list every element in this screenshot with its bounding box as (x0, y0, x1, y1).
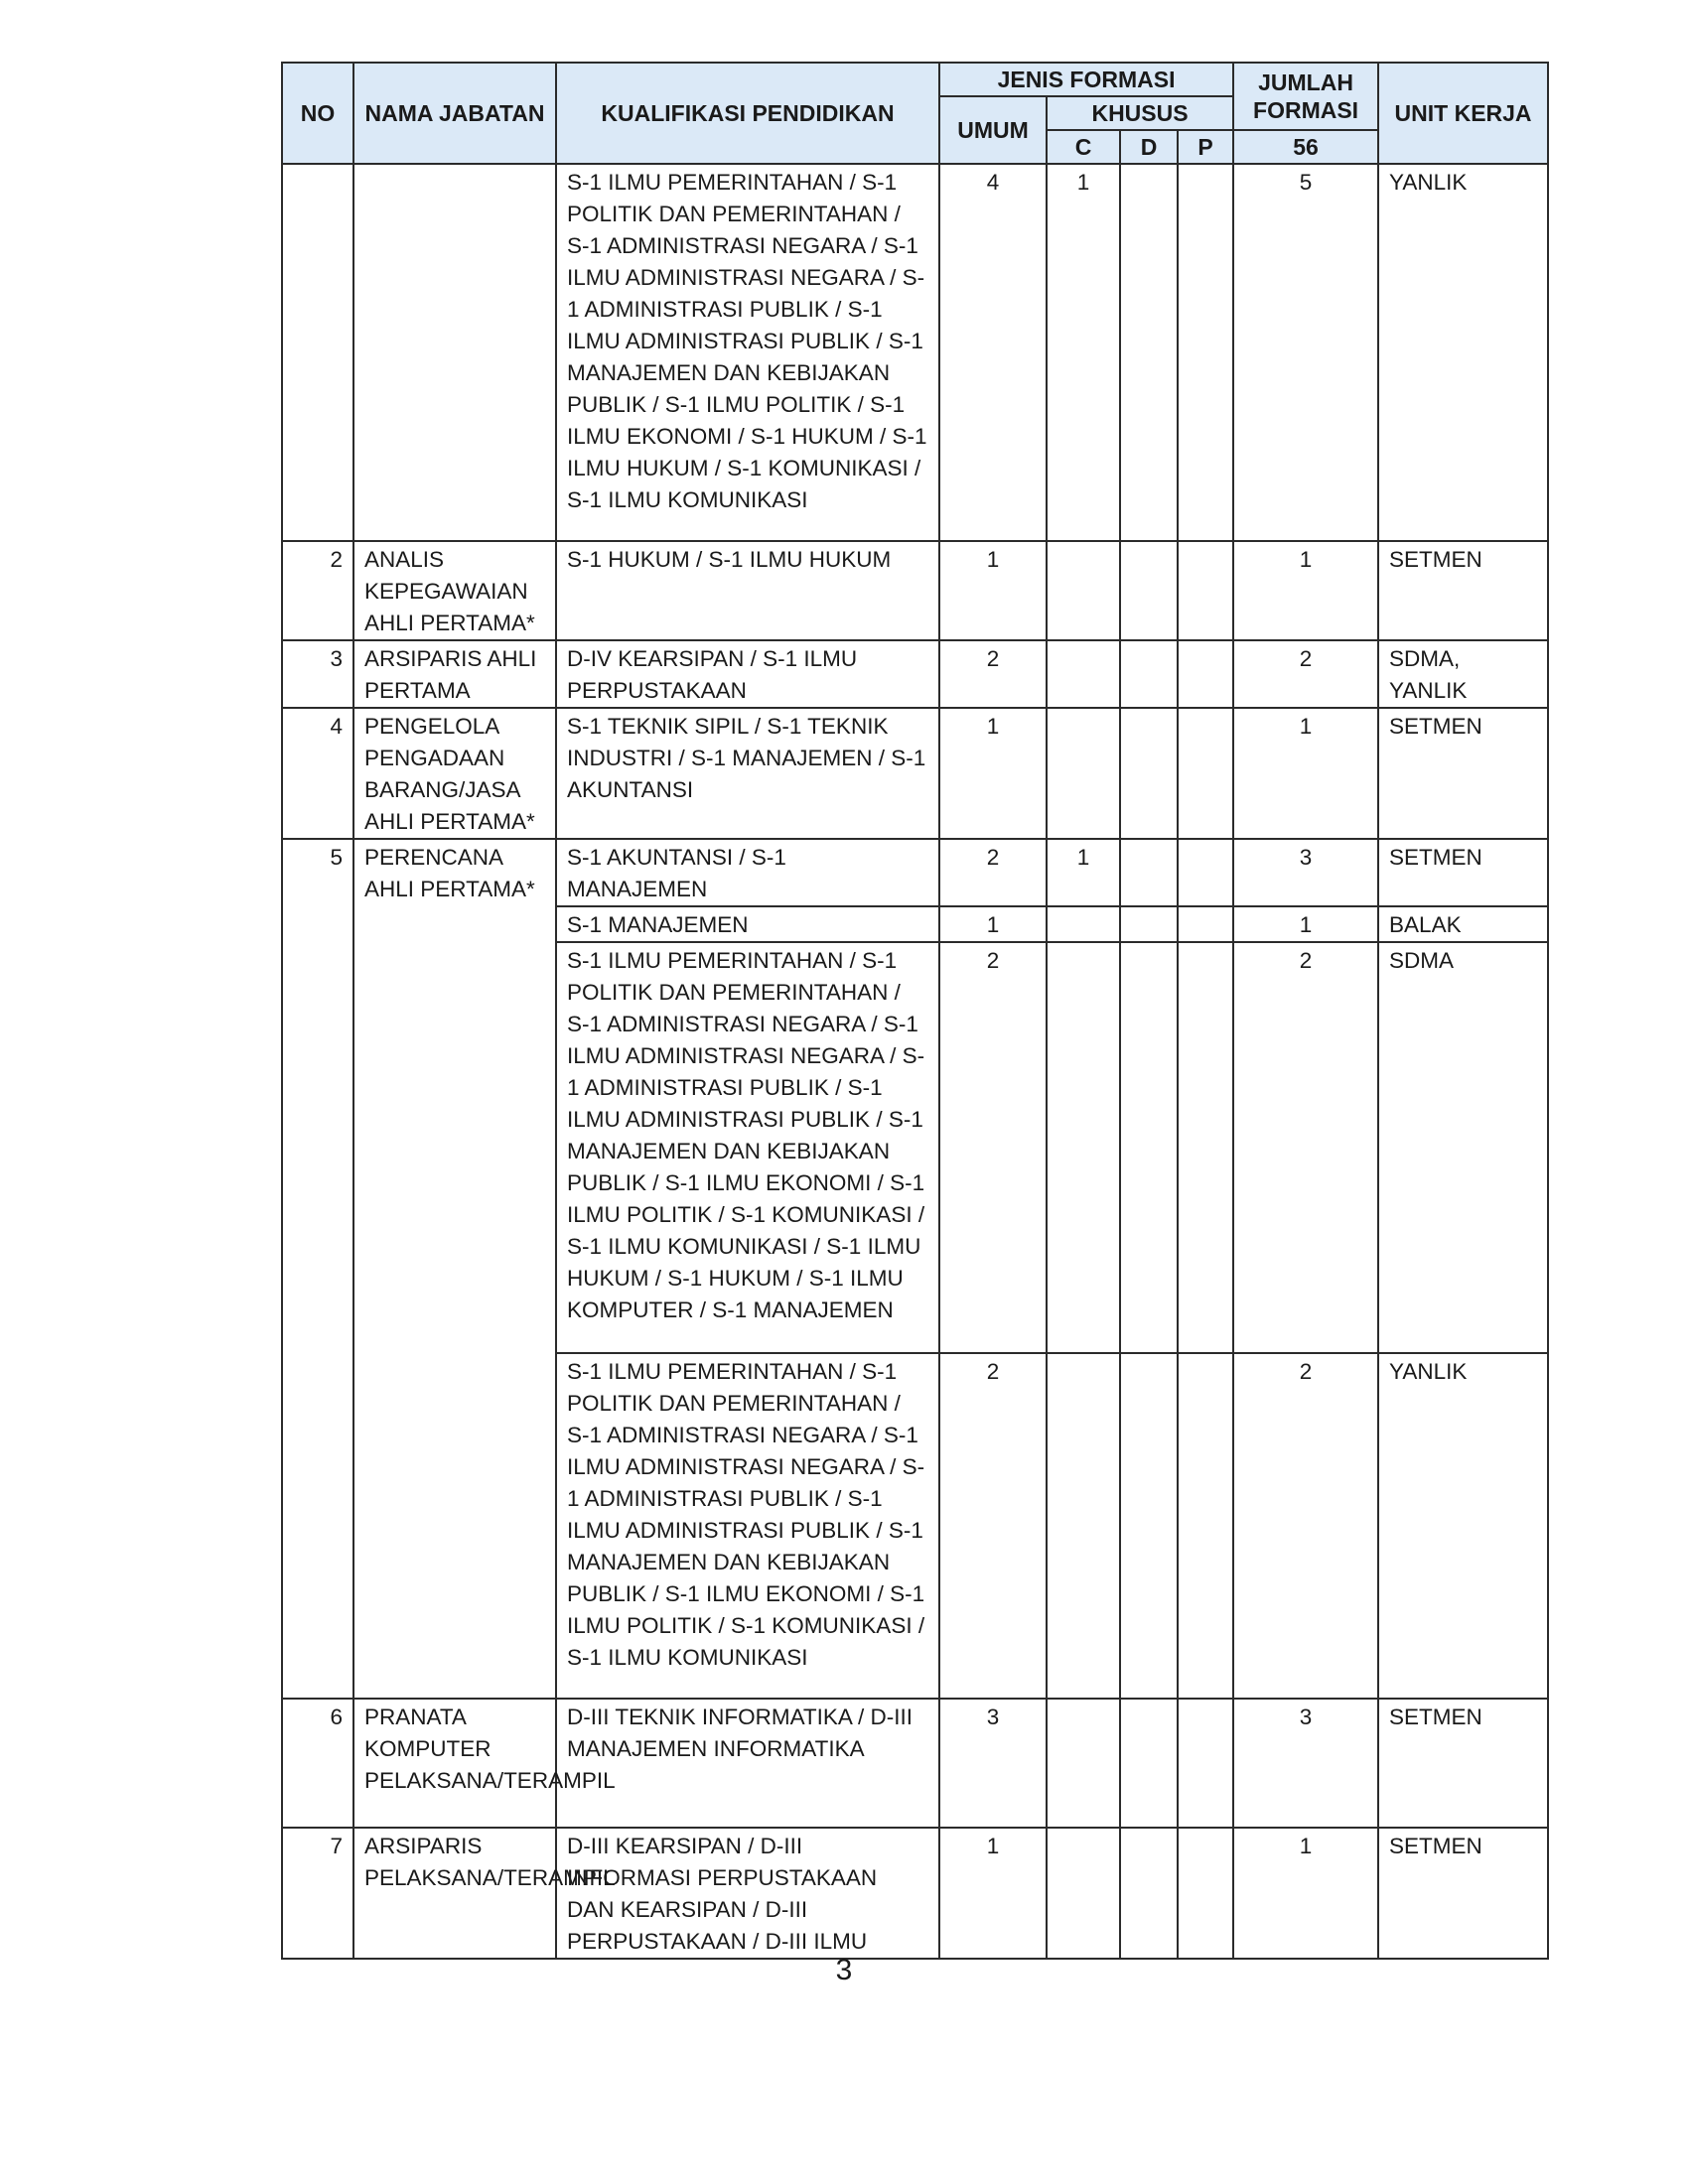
cell-no (282, 164, 353, 541)
cell-d (1120, 942, 1178, 1353)
cell-umum: 1 (939, 1828, 1047, 1959)
page-number: 3 (835, 1954, 853, 1986)
header-umum: UMUM (939, 96, 1047, 164)
cell-p (1178, 541, 1233, 640)
cell-umum: 3 (939, 1699, 1047, 1828)
table-row (282, 164, 1548, 541)
cell-p (1178, 1828, 1233, 1959)
cell-umum: 2 (939, 640, 1047, 708)
cell-jumlah: 2 (1233, 942, 1378, 1353)
cell-kualifikasi: S-1 MANAJEMEN (556, 906, 939, 942)
cell-p (1178, 640, 1233, 708)
cell-jumlah: 1 (1233, 1828, 1378, 1959)
cell-umum: 2 (939, 839, 1047, 906)
header-jenis-formasi: JENIS FORMASI (939, 63, 1233, 96)
cell-jumlah: 2 (1233, 640, 1378, 708)
header-c: C (1047, 130, 1120, 164)
header-no: NO (282, 63, 353, 164)
header-p: P (1178, 130, 1233, 164)
cell-d (1120, 906, 1178, 942)
cell-c: 1 (1047, 164, 1120, 541)
cell-nama-jabatan: ANALIS KEPEGAWAIAN AHLI PERTAMA* (353, 541, 556, 640)
cell-p (1178, 1353, 1233, 1699)
cell-p (1178, 164, 1233, 541)
cell-c (1047, 1828, 1120, 1959)
header-khusus: KHUSUS (1047, 96, 1233, 130)
table-row (282, 1699, 1548, 1828)
cell-unit-kerja: SETMEN (1378, 708, 1548, 839)
cell-nama-jabatan (353, 164, 556, 541)
cell-p (1178, 906, 1233, 942)
cell-nama-jabatan: PENGELOLA PENGADAAN BARANG/JASA AHLI PERTAMA* (353, 708, 556, 839)
cell-kualifikasi: S-1 ILMU PEMERINTAHAN / S-1 POLITIK DAN PEMERINTAHAN / S-1 ADMINISTRASI NEGARA / S-1 ILMU ADMINISTRASI NEGARA / S-1 ADMINISTRASI PUBLIK / S-1 ILMU ADMINISTRASI PUBLIK / S-1 MANAJEMEN DAN KEBIJAKAN PUBLIK / S-1 ILMU EKONOMI / S-1 ILMU POLITIK / S-1 KOMUNIKASI / S-1 ILMU KOMUNIKASI / S-1 ILMU HUKUM / S-1 HUKUM / S-1 ILMU KOMPUTER / S-1 MANAJEMEN (556, 942, 939, 1353)
cell-d (1120, 839, 1178, 906)
cell-no: 5 (282, 839, 353, 1699)
cell-kualifikasi: S-1 HUKUM / S-1 ILMU HUKUM (556, 541, 939, 640)
cell-no: 7 (282, 1828, 353, 1959)
cell-c (1047, 906, 1120, 942)
cell-kualifikasi: D-III KEARSIPAN / D-III INFORMASI PERPUSTAKAAN DAN KEARSIPAN / D-III PERPUSTAKAAN / D-III ILMU (556, 1828, 939, 1959)
cell-kualifikasi: S-1 AKUNTANSI / S-1 MANAJEMEN (556, 839, 939, 906)
cell-nama-jabatan: ARSIPARIS PELAKSANA/TERAMPIL (353, 1828, 556, 1959)
header-d: D (1120, 130, 1178, 164)
cell-kualifikasi: D-IV KEARSIPAN / S-1 ILMU PERPUSTAKAAN (556, 640, 939, 708)
cell-c (1047, 640, 1120, 708)
cell-d (1120, 640, 1178, 708)
cell-p (1178, 708, 1233, 839)
cell-jumlah: 1 (1233, 541, 1378, 640)
cell-jumlah: 1 (1233, 906, 1378, 942)
cell-nama-jabatan: PERENCANA AHLI PERTAMA* (353, 839, 556, 1699)
cell-c: 1 (1047, 839, 1120, 906)
cell-jumlah: 2 (1233, 1353, 1378, 1699)
cell-kualifikasi: D-III TEKNIK INFORMATIKA / D-III MANAJEMEN INFORMATIKA (556, 1699, 939, 1828)
cell-c (1047, 708, 1120, 839)
cell-nama-jabatan: ARSIPARIS AHLI PERTAMA (353, 640, 556, 708)
table-row (282, 541, 1548, 640)
cell-jumlah: 3 (1233, 1699, 1378, 1828)
cell-d (1120, 708, 1178, 839)
cell-no: 4 (282, 708, 353, 839)
cell-kualifikasi: S-1 ILMU PEMERINTAHAN / S-1 POLITIK DAN PEMERINTAHAN / S-1 ADMINISTRASI NEGARA / S-1 ILMU ADMINISTRASI NEGARA / S-1 ADMINISTRASI PUBLIK / S-1 ILMU ADMINISTRASI PUBLIK / S-1 MANAJEMEN DAN KEBIJAKAN PUBLIK / S-1 ILMU EKONOMI / S-1 ILMU POLITIK / S-1 KOMUNIKASI / S-1 ILMU KOMUNIKASI (556, 1353, 939, 1699)
header-kualifikasi: KUALIFIKASI PENDIDIKAN (556, 63, 939, 164)
cell-no: 2 (282, 541, 353, 640)
table-header (282, 63, 1548, 164)
header-jumlah-total: 56 (1233, 130, 1378, 164)
table-body (282, 164, 1548, 1959)
cell-no: 3 (282, 640, 353, 708)
cell-unit-kerja: BALAK (1378, 906, 1548, 942)
cell-unit-kerja: SETMEN (1378, 541, 1548, 640)
cell-unit-kerja: SETMEN (1378, 1828, 1548, 1959)
cell-kualifikasi: S-1 ILMU PEMERINTAHAN / S-1 POLITIK DAN PEMERINTAHAN / S-1 ADMINISTRASI NEGARA / S-1 ILMU ADMINISTRASI NEGARA / S-1 ADMINISTRASI PUBLIK / S-1 ILMU ADMINISTRASI PUBLIK / S-1 MANAJEMEN DAN KEBIJAKAN PUBLIK / S-1 ILMU POLITIK / S-1 ILMU EKONOMI / S-1 HUKUM / S-1 ILMU HUKUM / S-1 KOMUNIKASI / S-1 ILMU KOMUNIKASI (556, 164, 939, 541)
header-nama-jabatan: NAMA JABATAN (353, 63, 556, 164)
cell-umum: 1 (939, 906, 1047, 942)
cell-unit-kerja: SETMEN (1378, 839, 1548, 906)
cell-d (1120, 1828, 1178, 1959)
cell-kualifikasi: S-1 TEKNIK SIPIL / S-1 TEKNIK INDUSTRI / S-1 MANAJEMEN / S-1 AKUNTANSI (556, 708, 939, 839)
cell-d (1120, 1699, 1178, 1828)
cell-unit-kerja: YANLIK (1378, 164, 1548, 541)
cell-c (1047, 541, 1120, 640)
cell-d (1120, 1353, 1178, 1699)
cell-jumlah: 5 (1233, 164, 1378, 541)
formasi-table (281, 62, 1549, 1960)
cell-c (1047, 1699, 1120, 1828)
cell-umum: 4 (939, 164, 1047, 541)
table-row (282, 708, 1548, 839)
header-jumlah-formasi: JUMLAH FORMASI (1233, 63, 1378, 130)
cell-umum: 2 (939, 942, 1047, 1353)
cell-p (1178, 1699, 1233, 1828)
table-row (282, 839, 1548, 906)
table-row (282, 1828, 1548, 1959)
cell-no: 6 (282, 1699, 353, 1828)
cell-p (1178, 942, 1233, 1353)
cell-c (1047, 1353, 1120, 1699)
cell-unit-kerja: YANLIK (1378, 1353, 1548, 1699)
cell-unit-kerja: SDMA, YANLIK (1378, 640, 1548, 708)
cell-jumlah: 1 (1233, 708, 1378, 839)
cell-d (1120, 164, 1178, 541)
cell-unit-kerja: SDMA (1378, 942, 1548, 1353)
cell-nama-jabatan: PRANATA KOMPUTER PELAKSANA/TERAMPIL (353, 1699, 556, 1828)
cell-jumlah: 3 (1233, 839, 1378, 906)
cell-p (1178, 839, 1233, 906)
header-unit-kerja: UNIT KERJA (1378, 63, 1548, 164)
cell-c (1047, 942, 1120, 1353)
cell-umum: 1 (939, 541, 1047, 640)
cell-d (1120, 541, 1178, 640)
table-row (282, 640, 1548, 708)
cell-umum: 2 (939, 1353, 1047, 1699)
cell-umum: 1 (939, 708, 1047, 839)
cell-unit-kerja: SETMEN (1378, 1699, 1548, 1828)
